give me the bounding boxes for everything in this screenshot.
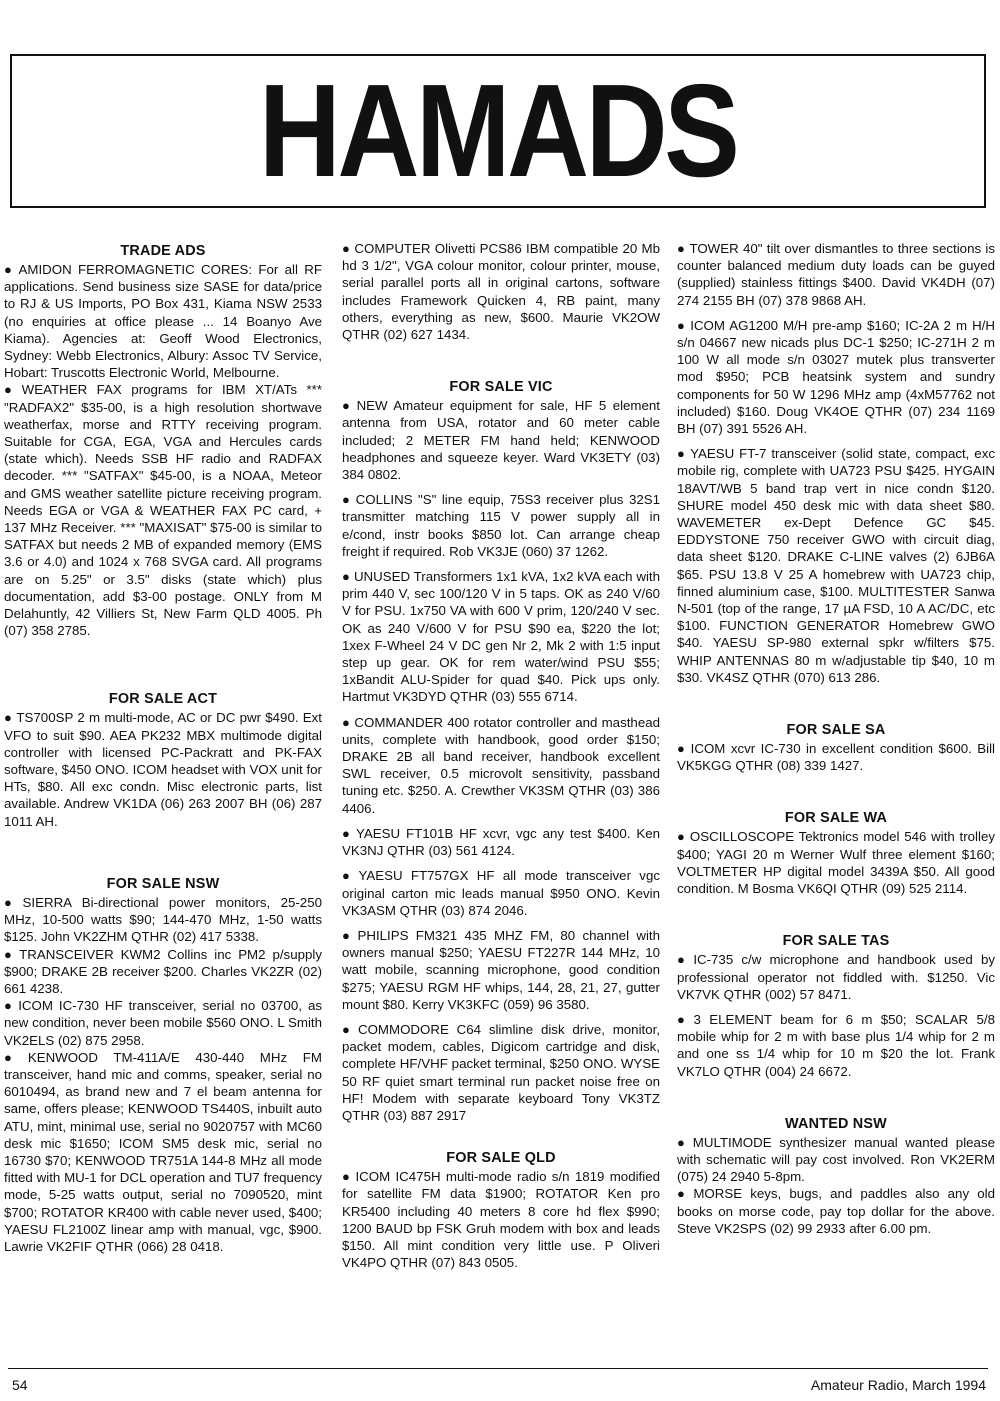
ad-text: YAESU FT101B HF xcvr, vgc any test $400. Ken VK3NJ QTHR (03) 561 4124. [342, 825, 660, 859]
ad-text: COMPUTER Olivetti PCS86 IBM compatible 20 Mb hd 3 1/2", VGA colour monitor, colour printer, mouse, serial parallel ports all in original cartons, software includes Framework Quicken 4, RB paint, many others, everything as new, $600. Maurie VK2OW QTHR (02) 627 1434. [342, 241, 660, 343]
ad-text: YAESU FT-7 transceiver (solid state, compact, exc mobile rig, complete with UA723 PSU $425. HYGAIN 18AVT/WB 5 band trap vert in nice condn $120. SHURE model 450 desk mic with data sheet $80. WAVEMETER ex-Dept Defence GC $45. EDDYSTONE 750 receiver GWO with circuit diag, data sheet $120. DRAKE C-LINE valves (2) 6JB6A $65. PSU 13.8 V 25 A homebrew with UA723 chip, finned aluminium case, $100. MULTITESTER Sanwa N-501 (top of the range, 17 µA FSD, 10 A AC/DC, etc $100. FUNCTION GENERATOR Homebrew GWO $40. YAESU SP-980 external spkr w/filters $75. WHIP ANTENNAS 80 m w/adjustable tip $40, 10 m $30. VK4SZ QTHR (070) 613 286. [677, 446, 995, 685]
bullet-icon: ● [4, 262, 15, 277]
section-heading-act: FOR SALE ACT [108, 691, 218, 708]
bullet-icon: ● [342, 714, 351, 730]
bullet-icon: ● [677, 952, 690, 968]
spacer [4, 830, 322, 866]
footer-divider [8, 1368, 988, 1369]
classified-ad [677, 240, 995, 309]
section-heading-trade-ads: TRADE ADS [120, 243, 206, 259]
classified-ad [677, 445, 995, 686]
classified-ad [342, 397, 660, 483]
ad-text: MORSE keys, bugs, and paddles also any old books on morse code, pay top dollar for the above. Steve VK2SPS (02) 99 2933 after 6.00 pm. [677, 1186, 995, 1236]
ad-text: COMMODORE C64 slimline disk drive, monitor, packet modem, cables, Digicom cartridge and disk, complete HF/VHF packet terminal, $250 ONO. WYSE 50 RF quiet smart terminal run packet noise free on HF! Modem with separate keyboard Tony VK3TZ QTHR (03) 887 2917 [342, 1021, 660, 1123]
section-heading-vic: FOR SALE VIC [449, 379, 553, 396]
bullet-icon: ● [342, 1021, 354, 1037]
classified-ad [4, 381, 322, 639]
bullet-icon: ● [677, 317, 687, 333]
spacer [677, 686, 995, 712]
ads-columns [0, 240, 1000, 1360]
spacer [4, 639, 322, 681]
spacer [677, 1080, 995, 1106]
classified-ad [342, 491, 660, 560]
bullet-icon: ● [677, 741, 687, 757]
ad-text: TRANSCEIVER KWM2 Collins inc PM2 p/supply $900; DRAKE 2B receiver $200. Charles VK2ZR (02) 661 4238. [4, 946, 322, 996]
classified-ad [342, 568, 660, 706]
bullet-icon: ● [677, 446, 687, 462]
bullet-icon: ● [4, 710, 13, 726]
bullet-icon: ● [342, 241, 351, 256]
bullet-icon: ● [677, 829, 686, 845]
bullet-icon: ● [342, 927, 354, 943]
spacer [342, 343, 660, 369]
spacer [342, 1124, 660, 1140]
bullet-icon: ● [677, 1011, 690, 1027]
masthead-box [10, 54, 986, 208]
page-title: HAMADS [259, 57, 737, 204]
classified-ad [4, 997, 322, 1049]
ad-text: NEW Amateur equipment for sale, HF 5 element antenna from USA, rotator and 60 meter cable included; 2 METER FM hand held; KENWOOD headphones and squeeze keyer. Ward VK3ETY (03) 384 0802. [342, 398, 660, 483]
classified-ad [4, 946, 322, 998]
ad-text: ICOM AG1200 M/H pre-amp $160; IC-2A 2 m H/H s/n 04667 new nicads plus DC-1 $250; IC-271H 2 m 100 W all mode s/n 03027 mutek plus transverter mod $950; PCB heatsink system and sundry components for 50 W 1296 MHz amp (4xM57762 not included) $160. Doug VK4OE QTHR (07) 234 1169 BH (07) 391 5526 AH. [677, 317, 995, 437]
page-number: 54 [12, 1377, 28, 1393]
ad-text: COMMANDER 400 rotator controller and masthead units, complete with handbook, good order $150; DRAKE 2B all band receiver, handbook excellent SWL receiver, 0.5 microvolt sensitivity, passband tuning etc. $250. A. Crewther VK3SM QTHR (03) 386 4406. [342, 714, 660, 816]
classified-ad [342, 825, 660, 859]
ad-text: ICOM IC475H multi-mode radio s/n 1819 modified for satellite FM data $1900; ROTATOR Ken pro KR5400 including 40 meters 8 core hd flex $990; 1200 BAUD bp FSK Gruh modem with box and leads $150. All mint condition very little use. P Oliveri VK4PO QTHR (07) 843 0505. [342, 1169, 660, 1271]
ad-text: KENWOOD TM-411A/E 430-440 MHz FM transceiver, hand mic and comms, speaker, serial no 6010494, as brand new and 7 el beam antenna for same, offers please; KENWOOD TS440S, inbuilt auto ATU, mint, minimal use, serial no 9020757 with MC60 desk mic $1650; ICOM SM5 desk mic, serial no 16730 $70; KENWOOD TR751A 144-8 MHz all mode fitted with MU-1 for DCL operation and TU7 frequency mode, 5-25 watts output, serial no 7090520, mint $700; ROTATOR KR400 with cable never used, $400; YAESU FL2100Z linear amp with manual, vgc, $900. Lawrie VK2FIF QTHR (066) 28 0418. [4, 1049, 322, 1254]
classified-ad [342, 1168, 660, 1271]
section-heading-qld: FOR SALE QLD [446, 1150, 556, 1167]
bullet-icon: ● [342, 398, 353, 414]
ad-text: MULTIMODE synthesizer manual wanted please with schematic will pay cost involved. Ron VK2ERM (075) 24 2940 5-8pm. [677, 1134, 995, 1185]
bullet-icon: ● [342, 492, 352, 508]
bullet-icon: ● [4, 382, 18, 398]
bullet-icon: ● [4, 946, 16, 962]
classified-ad [4, 709, 322, 829]
publication-credit: Amateur Radio, March 1994 [810, 1377, 986, 1393]
spacer [677, 774, 995, 800]
bullet-icon: ● [677, 1134, 689, 1150]
bullet-icon: ● [4, 894, 19, 910]
classified-ad [677, 1185, 995, 1237]
bullet-icon: ● [677, 241, 686, 256]
classified-ad [342, 1021, 660, 1124]
bullet-icon: ● [342, 825, 353, 841]
ad-text: YAESU FT757GX HF all mode transceiver vgc original carton mic leads manual $950 ONO. Kevin VK3ASM QTHR (03) 874 2046. [342, 868, 660, 918]
ad-text: AMIDON FERROMAGNETIC CORES: For all RF applications. Send business size SASE for data/price to RJ & US Imports, PO Box 431, Kiama NSW 2533 (no enquiries at office please ... 14 Boanyo Ave Kiama). Agencies at: Geoff Wood Electronics, Sydney: Webb Electronics, Albury: Assoc TV Service, Hobart: Truscotts Electronic World, Melbourne. [4, 262, 322, 381]
ad-text: IC-735 c/w microphone and handbook used by professional operator not fiddled with. $1250. Vic VK7VK QTHR (002) 57 8471. [677, 952, 995, 1002]
classified-ad [677, 951, 995, 1003]
spacer [677, 897, 995, 923]
classified-ad [677, 1011, 995, 1080]
ad-text: ICOM xcvr IC-730 in excellent condition $600. Bill VK5KGG QTHR (08) 339 1427. [677, 741, 995, 774]
classified-ad [4, 1049, 322, 1255]
section-heading-wanted-nsw: WANTED NSW [785, 1115, 887, 1132]
column-1 [4, 240, 322, 1360]
ad-text: PHILIPS FM321 435 MHZ FM, 80 channel with owners manual $250; YAESU FT227R 144 MHz, 10 watt mobile, scanning microphone, good condition $275; YAESU RGM HF whips, 144, 28, 21, 27, gutter mount $80. Kerry VK3KFC (059) 96 3580. [342, 927, 660, 1012]
classified-ad [677, 317, 995, 437]
ad-text: TS700SP 2 m multi-mode, AC or DC pwr $490. Ext VFO to suit $90. AEA PK232 MBX multimode digital controller with licensed PC-Packratt and PK-FAX software, $450 ONO. ICOM headset with VOX unit for HTs, $80. All exc condn. Misc electronic parts, list available. Andrew VK1DA (06) 263 2007 BH (06) 287 1011 AH. [4, 710, 322, 829]
classified-ad [342, 867, 660, 919]
classified-ad [677, 828, 995, 897]
section-heading-tas: FOR SALE TAS [782, 933, 890, 950]
ad-text: WEATHER FAX programs for IBM XT/ATs *** "RADFAX2" $35-00, is a high resolution shortwave weatherfax, morse and RTTY receiving program. Suitable for CGA, EGA, VGA and Hercules cards (state which). Needs SSB HF radio and RADFAX decoder. *** "SATFAX" $45-00, is a NOAA, Meteor and GMS weather satellite picture receiving program. Needs EGA or VGA & WEATHER FAX PC card, + 137 MHz Receiver. *** "MAXISAT" $75-00 is similar to SATFAX but needs 2 MB of expanded memory (EMS 3.6 or 4.0) and 1024 x 768 SVGA card. All programs are on 5.25" or 3.5" disks (state which) plus documentation, add $3-00 postage. ONLY from M Delahuntly, 42 Villiers St, New Farm QLD 4005. Ph (07) 358 2785. [4, 382, 322, 639]
bullet-icon: ● [342, 868, 355, 884]
section-heading-wa: FOR SALE WA [784, 810, 888, 827]
ad-text: OSCILLOSCOPE Tektronics model 546 with trolley $400; YAGI 20 m Werner Wulf three element $160; VOLTMETER HP digital model 3439A $50. All good condition. M Bosma VK6QI QTHR (09) 525 2114. [677, 829, 995, 897]
column-2 [342, 240, 660, 1360]
classified-ad [342, 714, 660, 817]
bullet-icon: ● [4, 1049, 24, 1065]
ad-text: ICOM IC-730 HF transceiver, serial no 03700, as new condition, never been mobile $560 ONO. L Smith VK2ELS (02) 875 2958. [4, 998, 322, 1048]
classified-ad [4, 261, 322, 381]
column-3 [677, 240, 995, 1360]
classified-ad [677, 740, 995, 774]
classified-ad [342, 927, 660, 1013]
section-heading-sa: FOR SALE SA [786, 722, 886, 739]
ad-text: COLLINS "S" line equip, 75S3 receiver plus 32S1 transmitter matching 115 V power supply all in e/cond, instr books $850 lot. Can arrange cheap freight if required. Rob VK3JE (060) 37 1262. [342, 492, 660, 559]
classified-ad [677, 1134, 995, 1186]
classified-ad [342, 240, 660, 343]
bullet-icon: ● [677, 1186, 690, 1202]
ad-text: SIERRA Bi-directional power monitors, 25-250 MHz, 10-500 watts $90; 144-470 MHz, 1-50 watts $125. John VK2ZHM QTHR (02) 417 5338. [4, 894, 322, 945]
classified-ad [4, 894, 322, 946]
ad-text: UNUSED Transformers 1x1 kVA, 1x2 kVA each with prim 440 V, sec 100/120 V in 5 taps. OK as 240 V/60 V for PSU. 1x750 VA with 600 V prim, 120/240 V sec. OK as 240 V/600 V for PSU $90 ea, $220 the lot; 1xex F-Wheel 24 V DC gen Nr 2, Mk 2 with 1:5 input step up gear. OK for rem water/wind PSU $55; 1xBandit ALU-Spider for quad $40. Pick ups only. Hartmut VK3DYD QTHR (03) 555 6714. [342, 569, 660, 705]
bullet-icon: ● [4, 998, 15, 1014]
ad-text: TOWER 40" tilt over dismantles to three sections is counter balanced medium duty loads can be guyed (supplied) stainless fittings $400. David VK4DH (07) 274 2155 BH (07) 378 9868 AH. [677, 241, 995, 308]
bullet-icon: ● [342, 569, 350, 585]
section-heading-nsw: FOR SALE NSW [106, 875, 220, 892]
ad-text: 3 ELEMENT beam for 6 m $50; SCALAR 5/8 mobile whip for 2 m with base plus 1/4 whip for 2 m and one ss 1/4 whip for 10 m $20 the lot. Frank VK7LO QTHR (004) 24 6672. [677, 1011, 995, 1079]
bullet-icon: ● [342, 1169, 352, 1185]
